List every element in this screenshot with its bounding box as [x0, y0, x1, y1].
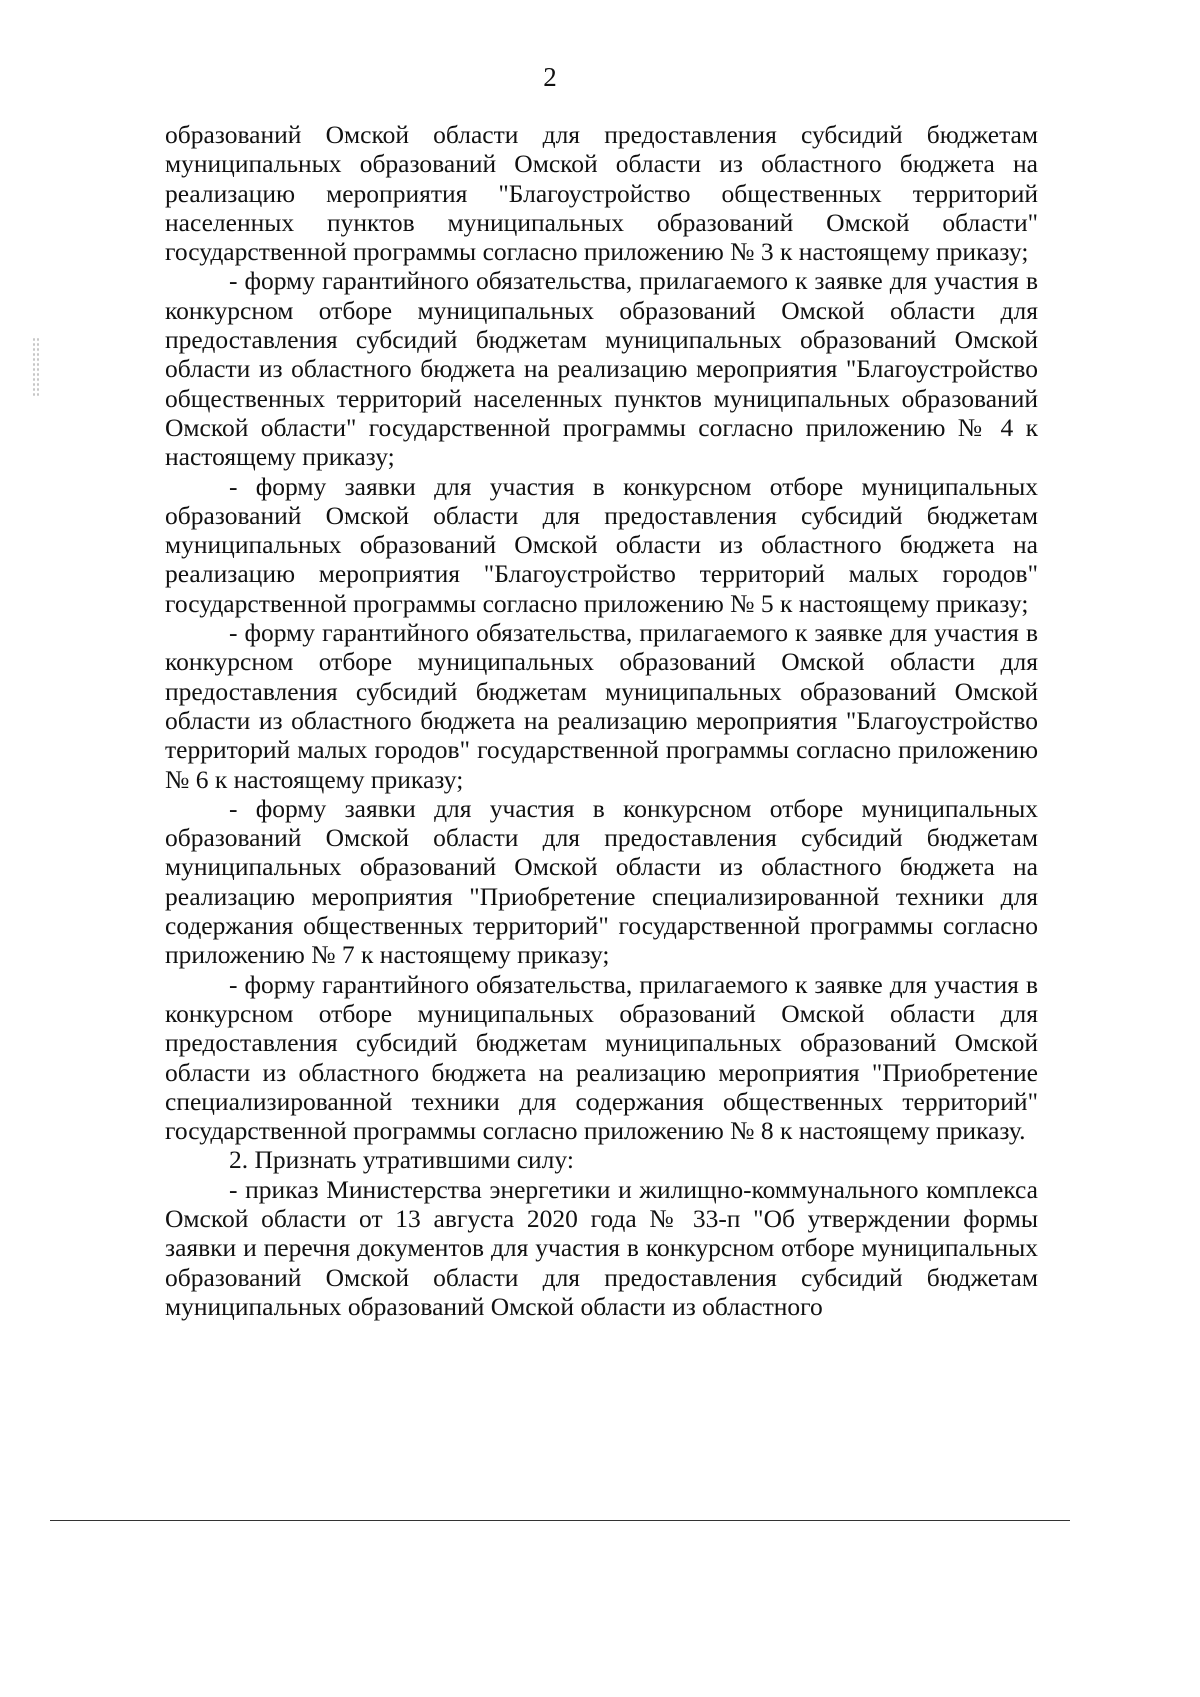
paragraph-annex-7-application-form: - форму заявки для участия в конкурсном отборе муниципальных образований Омской области для предоставления субсидий бюджетам муниципальных образований Омской области из областного бюджета на реализацию мероприятия "Приобретение специализированной техники для содержания общественных территорий" государственной программы согласно приложению № 7 к настоящему приказу; [165, 793, 1038, 970]
scan-artifact [32, 337, 40, 397]
paragraph-section-2-heading: 2. Признать утратившими силу: [229, 1145, 574, 1175]
paragraph-annex-6-guarantee-form: - форму гарантийного обязательства, прилагаемого к заявке для участия в конкурсном отборе муниципальных образований Омской области для предоставления субсидий бюджетам муниципальных образований Омской области из областного бюджета на реализацию мероприятия "Благоустройство территорий малых городов" государственной программы согласно приложению № 6 к настоящему приказу; [165, 618, 1038, 794]
page-number: 2 [543, 62, 557, 92]
bottom-divider [50, 1520, 1070, 1521]
paragraph-repealed-order: - приказ Министерства энергетики и жилищно-коммунального комплекса Омской области от 13 августа 2020 года № 33-п "Об утверждении формы заявки и перечня документов для участия в конкурсном отборе муниципальных образований Омской области для предоставления субсидий бюджетам муниципальных образований Омской области из областного [165, 1174, 1038, 1321]
paragraph-annex-3-continuation: образований Омской области для предоставления субсидий бюджетам муниципальных образований Омской области из областного бюджета на реализацию мероприятия "Благоустройство общественных территорий населенных пунктов муниципальных образований Омской области" государственной программы согласно приложению № 3 к настоящему приказу; [165, 120, 1038, 267]
document-body [165, 120, 1038, 1321]
paragraph-annex-4-guarantee-form: - форму гарантийного обязательства, прилагаемого к заявке для участия в конкурсном отборе муниципальных образований Омской области для предоставления субсидий бюджетам муниципальных образований Омской области из областного бюджета на реализацию мероприятия "Благоустройство общественных территорий населенных пунктов муниципальных образований Омской области" государственной программы согласно приложению № 4 к настоящему приказу; [165, 266, 1038, 472]
paragraph-annex-5-application-form: - форму заявки для участия в конкурсном отборе муниципальных образований Омской области для предоставления субсидий бюджетам муниципальных образований Омской области из областного бюджета на реализацию мероприятия "Благоустройство территорий малых городов" государственной программы согласно приложению № 5 к настоящему приказу; [165, 471, 1038, 618]
paragraph-annex-8-guarantee-form: - форму гарантийного обязательства, прилагаемого к заявке для участия в конкурсном отборе муниципальных образований Омской области для предоставления субсидий бюджетам муниципальных образований Омской области из областного бюджета на реализацию мероприятия "Приобретение специализированной техники для содержания общественных территорий" государственной программы согласно приложению № 8 к настоящему приказу. [165, 969, 1038, 1146]
